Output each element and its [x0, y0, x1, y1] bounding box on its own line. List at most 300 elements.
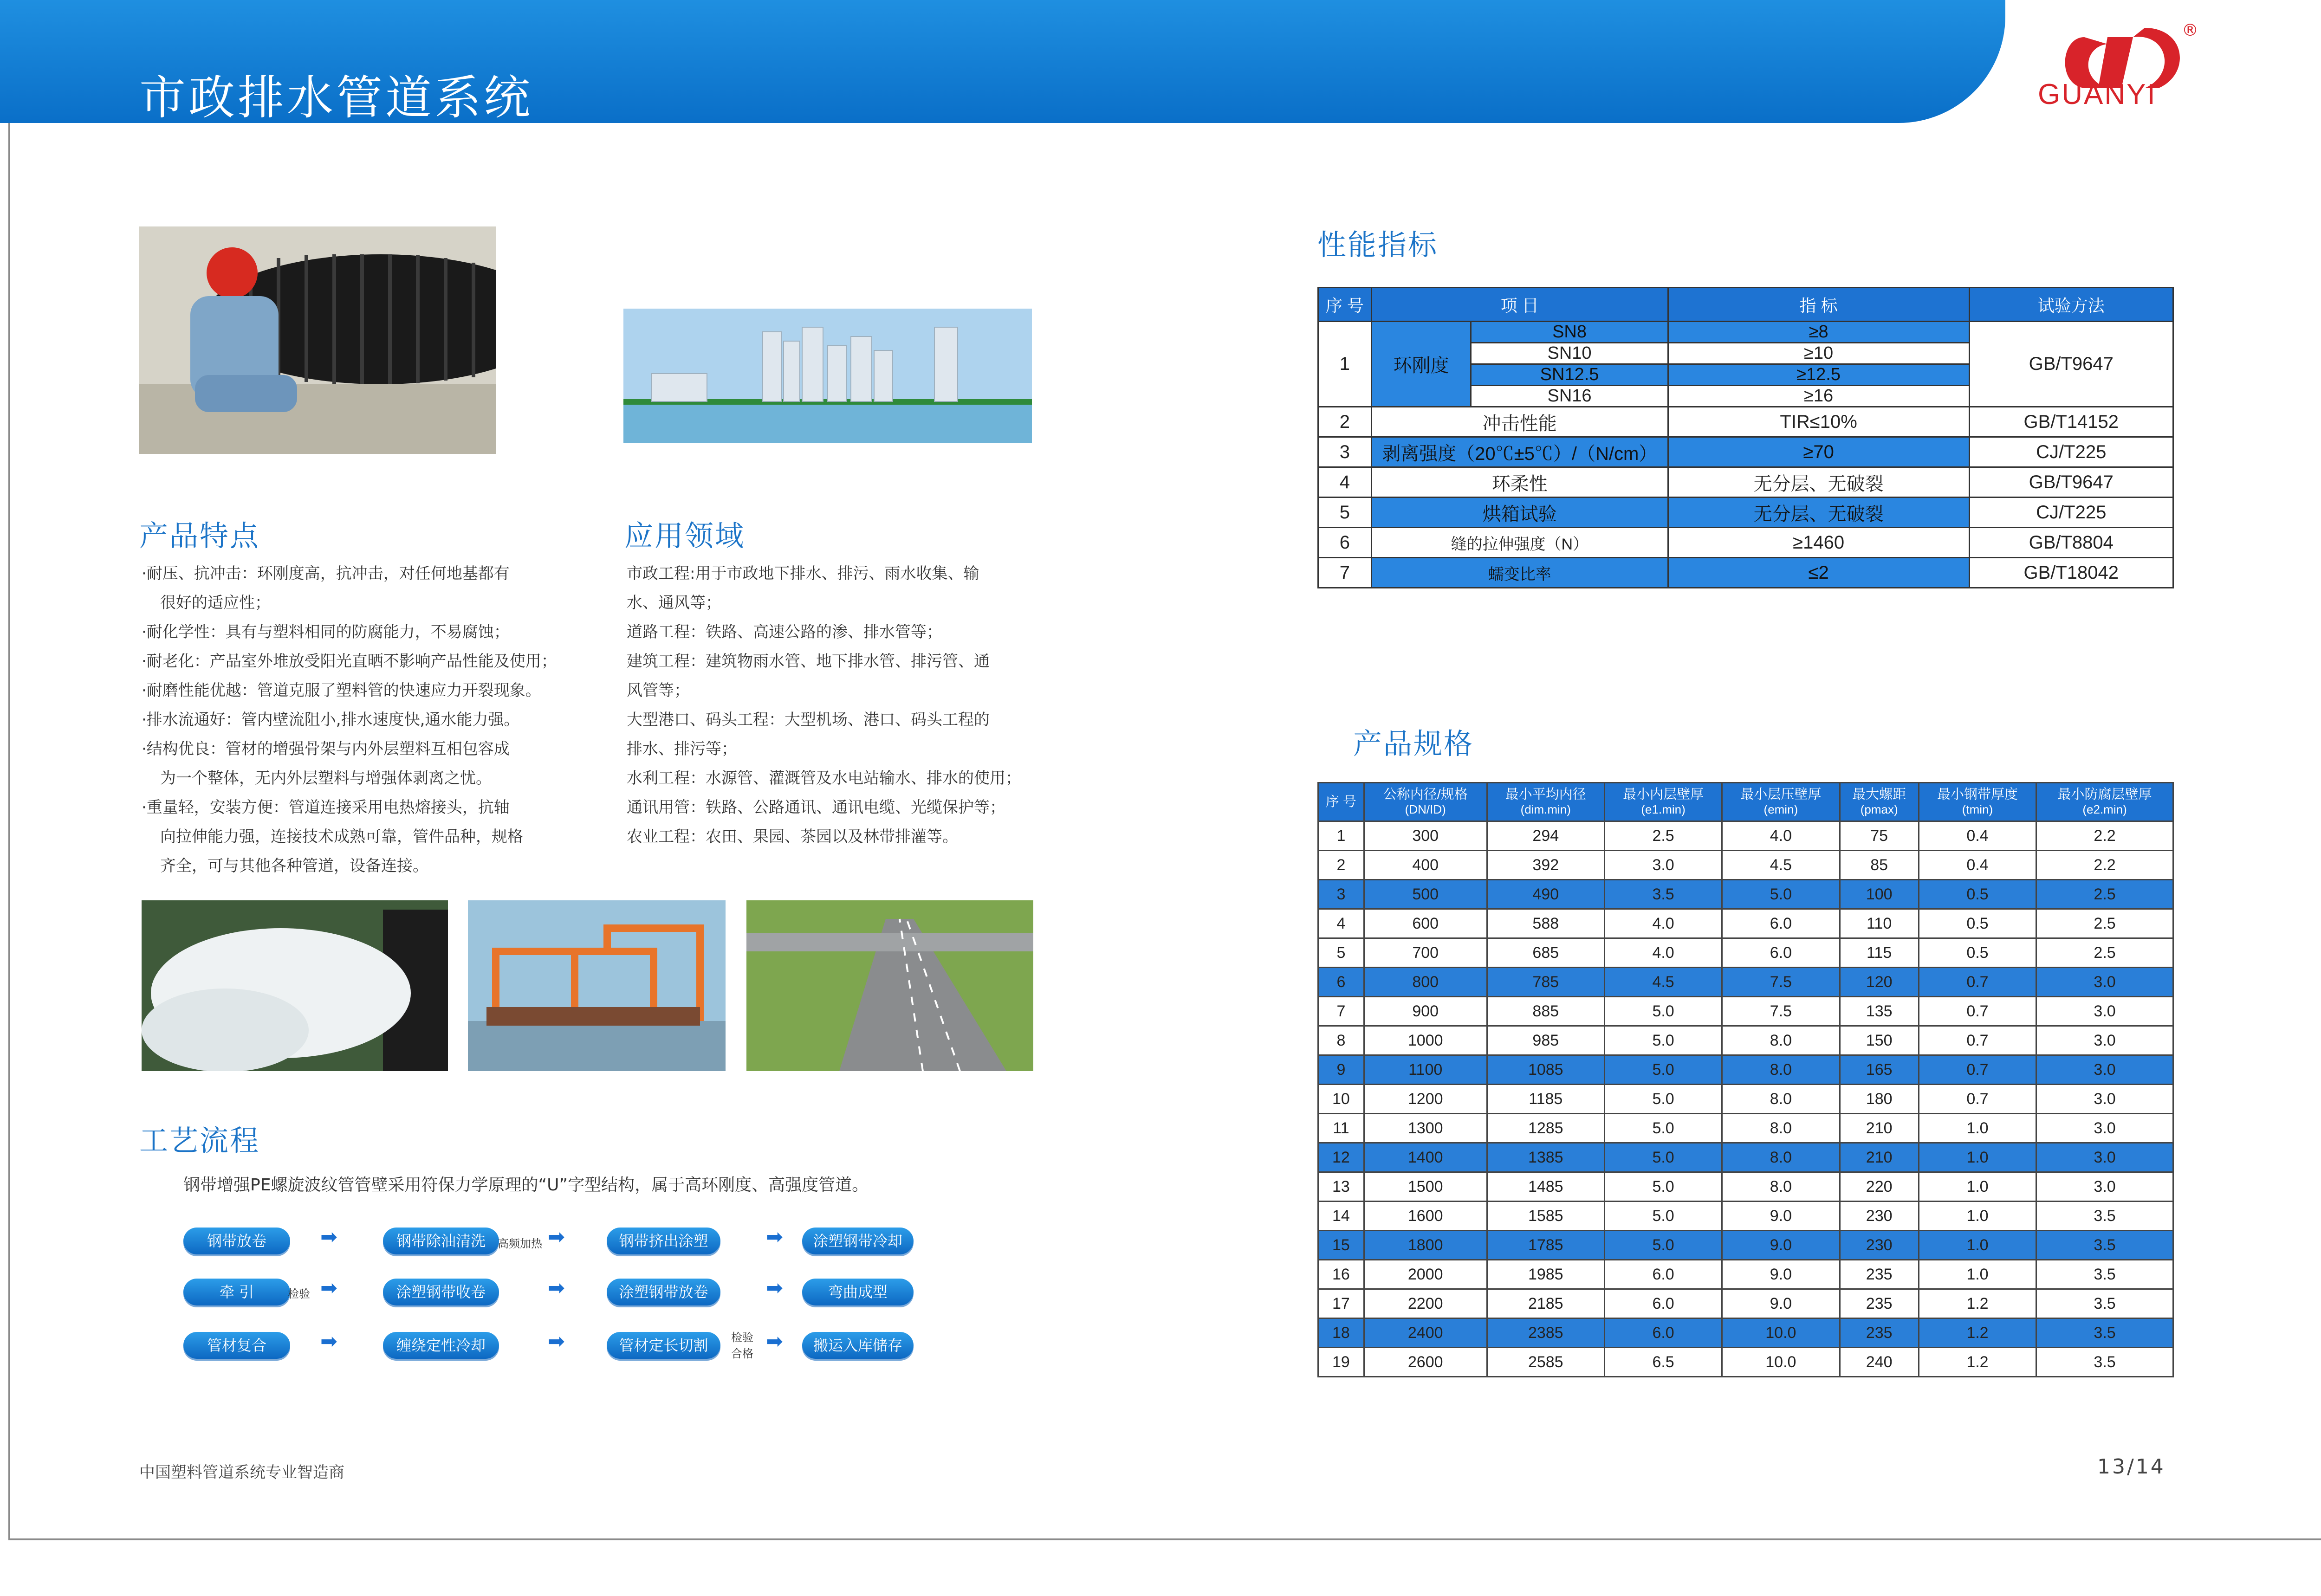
- step-rewind: 涂塑钢带收卷: [383, 1279, 499, 1305]
- cell: 蠕变比率: [1371, 558, 1668, 588]
- step-bending: 弯曲成型: [802, 1279, 914, 1305]
- cell: 4.5: [1722, 851, 1840, 880]
- cell: 9.0: [1722, 1231, 1840, 1260]
- cell: 0.7: [1919, 997, 2036, 1026]
- logo-text: GUANYI: [2038, 78, 2157, 110]
- cell: 700: [1364, 938, 1487, 968]
- cell: 900: [1364, 997, 1487, 1026]
- cell: 4.0: [1722, 821, 1840, 851]
- cell: GB/T14152: [1969, 407, 2173, 437]
- cell: 1.0: [1919, 1260, 2036, 1289]
- cell: 6.0: [1604, 1289, 1722, 1318]
- table-row: [1318, 1348, 2173, 1377]
- cell: 2385: [1487, 1318, 1604, 1348]
- cell: 17: [1318, 1289, 1364, 1318]
- cell: 3.0: [2036, 1085, 2173, 1114]
- table-row: [1318, 1318, 2173, 1348]
- cell: 3.0: [2036, 997, 2173, 1026]
- cell: 85: [1840, 851, 1919, 880]
- cell: 235: [1840, 1318, 1919, 1348]
- table-header-row: [1318, 288, 2173, 322]
- cell: 1785: [1487, 1231, 1604, 1260]
- cell: 230: [1840, 1231, 1919, 1260]
- cell: 1185: [1487, 1085, 1604, 1114]
- cell: 392: [1487, 851, 1604, 880]
- cell: 685: [1487, 938, 1604, 968]
- table-row: [1318, 1202, 2173, 1231]
- cell: 235: [1840, 1289, 1919, 1318]
- step-steel-extrusion: 钢带挤出涂塑: [607, 1228, 720, 1254]
- cell: 6.0: [1722, 909, 1840, 938]
- header-main: 最小内层壁厚: [1623, 787, 1704, 802]
- cell: 缝的拉伸强度（N）: [1371, 528, 1668, 558]
- cell: 7: [1318, 558, 1372, 588]
- application-line: 通讯用管：铁路、公路通讯、通讯电缆、光缆保护等；: [627, 798, 1005, 817]
- cell: 0.4: [1919, 821, 2036, 851]
- cell: 5.0: [1604, 1231, 1722, 1260]
- cell: ≥16: [1668, 386, 1969, 407]
- cell: SN10: [1471, 343, 1668, 364]
- table-row: [1318, 498, 2173, 528]
- cell: 100: [1840, 880, 1919, 909]
- cell: 6.0: [1604, 1260, 1722, 1289]
- cell: 75: [1840, 821, 1919, 851]
- table-row: [1318, 821, 2173, 851]
- cell: 9.0: [1722, 1260, 1840, 1289]
- cell: 13: [1318, 1172, 1364, 1202]
- cell: 8.0: [1722, 1114, 1840, 1143]
- cell: CJ/T225: [1969, 498, 2173, 528]
- cell: 1.0: [1919, 1172, 2036, 1202]
- application-line: 农业工程：农田、果园、茶园以及林带排灌等。: [627, 827, 958, 846]
- header-cell: [1487, 783, 1604, 821]
- cell: 235: [1840, 1260, 1919, 1289]
- cell: 2.5: [1604, 821, 1722, 851]
- cell: ≤2: [1668, 558, 1969, 588]
- cell: 3.5: [2036, 1289, 2173, 1318]
- cell: 294: [1487, 821, 1604, 851]
- header-sub: (dim.min): [1520, 802, 1571, 816]
- cell: 785: [1487, 968, 1604, 997]
- application-line: 水、通风等；: [627, 594, 721, 612]
- table-row: [1318, 997, 2173, 1026]
- header-cell: [1604, 783, 1722, 821]
- cell: 8.0: [1722, 1055, 1840, 1085]
- cell: 15: [1318, 1231, 1364, 1260]
- feature-line: ·耐化学性：具有与塑料相同的防腐能力，不易腐蚀；: [142, 623, 510, 641]
- feature-line: 很好的适应性；: [160, 594, 271, 612]
- cell: 3.5: [1604, 880, 1722, 909]
- table-row: [1318, 1114, 2173, 1143]
- cell: 885: [1487, 997, 1604, 1026]
- header-cell: 试验方法: [1969, 288, 2173, 322]
- cell: 11: [1318, 1114, 1364, 1143]
- cell: 无分层、无破裂: [1668, 467, 1969, 498]
- cell: 2.2: [2036, 851, 2173, 880]
- header-sub: (pmax): [1860, 802, 1898, 816]
- table-row: [1318, 322, 2173, 343]
- cell: ≥70: [1668, 437, 1969, 467]
- header-cell: [1364, 783, 1487, 821]
- cell: 5.0: [1604, 1114, 1722, 1143]
- cell: 2: [1318, 851, 1364, 880]
- cell: 5: [1318, 938, 1364, 968]
- cell: 1600: [1364, 1202, 1487, 1231]
- header-cell: [1919, 783, 2036, 821]
- cell: 150: [1840, 1026, 1919, 1055]
- cell: 1.0: [1919, 1114, 2036, 1143]
- cell: 2: [1318, 407, 1372, 437]
- cell: 0.5: [1919, 938, 2036, 968]
- cell: 3.5: [2036, 1202, 2173, 1231]
- feature-line: ·耐老化：产品室外堆放受阳光直晒不影响产品性能及使用；: [142, 652, 557, 671]
- header-sub: (e2.min): [2082, 802, 2127, 816]
- cell: CJ/T225: [1969, 437, 2173, 467]
- cell: 135: [1840, 997, 1919, 1026]
- step-steel-degrease: 钢带除油清洗: [383, 1228, 499, 1254]
- cell: 冲击性能: [1371, 407, 1668, 437]
- arrow-right-icon: ➡: [766, 1330, 783, 1353]
- feature-line: 向拉伸能力强，连接技术成熟可靠，管件品种，规格: [160, 827, 523, 846]
- step-winding-cooling: 缠绕定性冷却: [383, 1332, 499, 1359]
- table-header-row: [1318, 783, 2173, 821]
- cell: 985: [1487, 1026, 1604, 1055]
- highway-photo: [746, 900, 1033, 1071]
- cell: 9: [1318, 1055, 1364, 1085]
- cell: 1.0: [1919, 1143, 2036, 1172]
- footer-slogan: 中国塑料管道系统专业智造商: [139, 1463, 344, 1482]
- arrow-right-icon: ➡: [320, 1330, 337, 1353]
- page-title: 市政排水管道系统: [139, 71, 533, 125]
- cell: 剥离强度（20℃±5℃）/（N/cm）: [1371, 437, 1668, 467]
- table-row: [1318, 1143, 2173, 1172]
- application-line: 道路工程：铁路、高速公路的渗、排水管等；: [627, 623, 942, 641]
- cell: 10.0: [1722, 1318, 1840, 1348]
- cell: 1.0: [1919, 1202, 2036, 1231]
- arrow-right-icon: ➡: [548, 1225, 565, 1249]
- table-row: [1318, 1026, 2173, 1055]
- city-skyline-photo: [623, 309, 1032, 443]
- cell: 烘箱试验: [1371, 498, 1668, 528]
- cell: 2.5: [2036, 909, 2173, 938]
- header-cell: [2036, 783, 2173, 821]
- cell: 1300: [1364, 1114, 1487, 1143]
- applications-list: [627, 559, 1044, 852]
- cell: 1085: [1487, 1055, 1604, 1085]
- step-note: 高频加热: [498, 1237, 542, 1250]
- cell: 3.0: [2036, 1026, 2173, 1055]
- header-cell: [1722, 783, 1840, 821]
- feature-line: ·排水流通好：管内壁流阻小,排水速度快,通水能力强。: [142, 711, 520, 729]
- page-frame-left: [8, 123, 10, 1538]
- cell: 1.0: [1919, 1231, 2036, 1260]
- cell: 0.7: [1919, 1085, 2036, 1114]
- cell: 2600: [1364, 1348, 1487, 1377]
- header-cell: [1318, 783, 1364, 821]
- header-main: 最小防腐层壁厚: [2057, 787, 2152, 802]
- cell: 1.2: [1919, 1318, 2036, 1348]
- cell: 1.2: [1919, 1348, 2036, 1377]
- cell: 490: [1487, 880, 1604, 909]
- cell: 5.0: [1722, 880, 1840, 909]
- cell: 600: [1364, 909, 1487, 938]
- port-crane-photo: [468, 900, 726, 1071]
- header-sub: (emin): [1763, 802, 1798, 816]
- cell: 18: [1318, 1318, 1364, 1348]
- registered-mark: ®: [2182, 21, 2198, 40]
- cell: 2400: [1364, 1318, 1487, 1348]
- cell: 5.0: [1604, 1085, 1722, 1114]
- cell: 120: [1840, 968, 1919, 997]
- cell: 7.5: [1722, 997, 1840, 1026]
- performance-heading: 性能指标: [1317, 228, 1439, 262]
- cell: 0.7: [1919, 1026, 2036, 1055]
- header-main: 序 号: [1325, 795, 1356, 809]
- cell: 2000: [1364, 1260, 1487, 1289]
- cell: 2.5: [2036, 938, 2173, 968]
- cell: 6: [1318, 968, 1364, 997]
- cell: 5.0: [1604, 1026, 1722, 1055]
- cell: 0.7: [1919, 968, 2036, 997]
- cell: 588: [1487, 909, 1604, 938]
- cell: SN16: [1471, 386, 1668, 407]
- features-heading: 产品特点: [139, 519, 260, 553]
- cell: 4.0: [1604, 909, 1722, 938]
- cell: 165: [1840, 1055, 1919, 1085]
- cell: 220: [1840, 1172, 1919, 1202]
- application-line: 排水、排污等；: [627, 740, 737, 758]
- cell: 14: [1318, 1202, 1364, 1231]
- table-row: [1318, 1260, 2173, 1289]
- step-note: 检验: [288, 1287, 310, 1300]
- cell: 1485: [1487, 1172, 1604, 1202]
- step-steel-unwind: 钢带放卷: [183, 1228, 290, 1254]
- cell: GB/T8804: [1969, 528, 2173, 558]
- arrow-right-icon: ➡: [320, 1225, 337, 1249]
- cell: 3.5: [2036, 1260, 2173, 1289]
- cell: 4: [1318, 467, 1372, 498]
- step-note: 检验: [731, 1331, 753, 1344]
- table-row: [1318, 851, 2173, 880]
- cell: 0.5: [1919, 909, 2036, 938]
- table-row: [1318, 1172, 2173, 1202]
- cell: 240: [1840, 1348, 1919, 1377]
- cell: 环刚度: [1371, 322, 1471, 407]
- table-row: [1318, 880, 2173, 909]
- cell: SN12.5: [1471, 364, 1668, 386]
- specs-heading: 产品规格: [1353, 727, 1474, 761]
- header-main: 最大螺距: [1852, 787, 1906, 802]
- cell: 10.0: [1722, 1348, 1840, 1377]
- cell: 6.5: [1604, 1348, 1722, 1377]
- table-row: [1318, 1055, 2173, 1085]
- arrow-right-icon: ➡: [766, 1276, 783, 1300]
- performance-table: [1317, 287, 2174, 588]
- cell: 5: [1318, 498, 1372, 528]
- cell: 0.4: [1919, 851, 2036, 880]
- cell: 4.5: [1604, 968, 1722, 997]
- cell: TIR≤10%: [1668, 407, 1969, 437]
- cell: 19: [1318, 1348, 1364, 1377]
- cell: 7: [1318, 997, 1364, 1026]
- cell: 3: [1318, 437, 1372, 467]
- cell: GB/T9647: [1969, 322, 2173, 407]
- cell: 环柔性: [1371, 467, 1668, 498]
- cell: 1: [1318, 322, 1372, 407]
- page-number: 13/14: [2097, 1455, 2165, 1479]
- cell: ≥12.5: [1668, 364, 1969, 386]
- process-description: 钢带增强PE螺旋波纹管管壁采用符保力学原理的“U”字型结构，属于高环刚度、高强度管道。: [183, 1176, 869, 1195]
- cell: 16: [1318, 1260, 1364, 1289]
- header-cell: [1840, 783, 1919, 821]
- table-row: [1318, 909, 2173, 938]
- cell: 8.0: [1722, 1026, 1840, 1055]
- application-line: 水利工程：水源管、灌溉管及水电站输水、排水的使用；: [627, 769, 1021, 788]
- table-row: [1318, 467, 2173, 498]
- cell: 1285: [1487, 1114, 1604, 1143]
- cell: 500: [1364, 880, 1487, 909]
- arrow-right-icon: ➡: [548, 1330, 565, 1353]
- cell: 1.2: [1919, 1289, 2036, 1318]
- cell: 6.0: [1604, 1318, 1722, 1348]
- cell: 无分层、无破裂: [1668, 498, 1969, 528]
- step-cutting: 管材定长切割: [607, 1332, 720, 1359]
- cell: 1000: [1364, 1026, 1487, 1055]
- cell: 1: [1318, 821, 1364, 851]
- cell: 210: [1840, 1143, 1919, 1172]
- specs-table: [1317, 782, 2174, 1377]
- cell: GB/T9647: [1969, 467, 2173, 498]
- cell: 1400: [1364, 1143, 1487, 1172]
- cell: 110: [1840, 909, 1919, 938]
- cell: 3.0: [2036, 1143, 2173, 1172]
- cell: 5.0: [1604, 1143, 1722, 1172]
- cell: 300: [1364, 821, 1487, 851]
- cell: 5.0: [1604, 1172, 1722, 1202]
- cell: 0.5: [1919, 880, 2036, 909]
- step-note: 合格: [731, 1347, 753, 1360]
- page-frame-bottom: [8, 1538, 2321, 1540]
- cell: ≥10: [1668, 343, 1969, 364]
- cell: 3.5: [2036, 1231, 2173, 1260]
- water-outlet-photo: [142, 900, 448, 1071]
- table-row: [1318, 1289, 2173, 1318]
- cell: 4.0: [1604, 938, 1722, 968]
- table-row: [1318, 1231, 2173, 1260]
- cell: 3.5: [2036, 1318, 2173, 1348]
- header-sub: (e1.min): [1641, 802, 1686, 816]
- cell: 6.0: [1722, 938, 1840, 968]
- step-unwind-coated: 涂塑钢带放卷: [607, 1279, 720, 1305]
- step-pull: 牵 引: [183, 1279, 290, 1305]
- features-list: [142, 559, 606, 881]
- header-main: 最小平均内径: [1505, 787, 1586, 802]
- cell: 180: [1840, 1085, 1919, 1114]
- cell: 3.0: [2036, 1055, 2173, 1085]
- cell: 115: [1840, 938, 1919, 968]
- cell: 8: [1318, 1026, 1364, 1055]
- process-heading: 工艺流程: [139, 1124, 260, 1157]
- cell: 3.5: [2036, 1348, 2173, 1377]
- cell: 1500: [1364, 1172, 1487, 1202]
- applications-heading: 应用领域: [624, 519, 746, 553]
- table-row: [1318, 437, 2173, 467]
- cell: 12: [1318, 1143, 1364, 1172]
- feature-line: 为一个整体，无内外层塑料与增强体剥离之忧。: [160, 769, 492, 788]
- cell: 2.5: [2036, 880, 2173, 909]
- cell: ≥1460: [1668, 528, 1969, 558]
- application-line: 大型港口、码头工程：大型机场、港口、码头工程的: [627, 711, 990, 729]
- step-composite: 管材复合: [183, 1332, 290, 1359]
- cell: 4: [1318, 909, 1364, 938]
- application-line: 市政工程:用于市政地下排水、排污、雨水收集、输: [627, 564, 979, 583]
- cell: 7.5: [1722, 968, 1840, 997]
- application-line: 建筑工程：建筑物雨水管、地下排水管、排污管、通: [627, 652, 990, 671]
- header-cell: 指 标: [1668, 288, 1969, 322]
- cell: 1385: [1487, 1143, 1604, 1172]
- table-row: [1318, 968, 2173, 997]
- feature-line: ·结构优良：管材的增强骨架与内外层塑料互相包容成: [142, 740, 510, 758]
- feature-line: 齐全，可与其他各种管道，设备连接。: [160, 857, 428, 875]
- step-storage: 搬运入库储存: [802, 1332, 914, 1359]
- cell: 3.0: [2036, 968, 2173, 997]
- cell: 1200: [1364, 1085, 1487, 1114]
- cell: 9.0: [1722, 1202, 1840, 1231]
- arrow-right-icon: ➡: [548, 1276, 565, 1300]
- table-row: [1318, 407, 2173, 437]
- cell: 10: [1318, 1085, 1364, 1114]
- cell: 2585: [1487, 1348, 1604, 1377]
- application-line: 风管等；: [627, 681, 690, 700]
- cell: 6: [1318, 528, 1372, 558]
- arrow-right-icon: ➡: [766, 1225, 783, 1249]
- table-row: [1318, 558, 2173, 588]
- header-sub: (DN/ID): [1405, 802, 1446, 816]
- cell: 400: [1364, 851, 1487, 880]
- cell: 1100: [1364, 1055, 1487, 1085]
- cell: 0.7: [1919, 1055, 2036, 1085]
- cell: 2200: [1364, 1289, 1487, 1318]
- cell: 5.0: [1604, 1055, 1722, 1085]
- cell: 210: [1840, 1114, 1919, 1143]
- table-row: [1318, 528, 2173, 558]
- cell: 3.0: [2036, 1172, 2173, 1202]
- cell: 3: [1318, 880, 1364, 909]
- header-main: 最小钢带厚度: [1937, 787, 2018, 802]
- cell: 5.0: [1604, 1202, 1722, 1231]
- header-main: 公称内径/规格: [1383, 787, 1468, 802]
- feature-line: ·耐压、抗冲击：环刚度高，抗冲击，对任何地基都有: [142, 564, 510, 583]
- cell: ≥8: [1668, 322, 1969, 343]
- cell: 1800: [1364, 1231, 1487, 1260]
- table-row: [1318, 938, 2173, 968]
- feature-line: ·重量轻，安装方便：管道连接采用电热熔接头，抗轴: [142, 798, 510, 817]
- workers-pipe-photo: [139, 226, 496, 454]
- cell: 1985: [1487, 1260, 1604, 1289]
- cell: 2.2: [2036, 821, 2173, 851]
- header-cell: 项 目: [1371, 288, 1668, 322]
- cell: 5.0: [1604, 997, 1722, 1026]
- step-cooling: 涂塑钢带冷却: [802, 1228, 914, 1254]
- cell: 1585: [1487, 1202, 1604, 1231]
- cell: 3.0: [1604, 851, 1722, 880]
- arrow-right-icon: ➡: [320, 1276, 337, 1300]
- cell: 8.0: [1722, 1143, 1840, 1172]
- header-cell: 序 号: [1318, 288, 1372, 322]
- cell: 230: [1840, 1202, 1919, 1231]
- cell: GB/T18042: [1969, 558, 2173, 588]
- cell: 3.0: [2036, 1114, 2173, 1143]
